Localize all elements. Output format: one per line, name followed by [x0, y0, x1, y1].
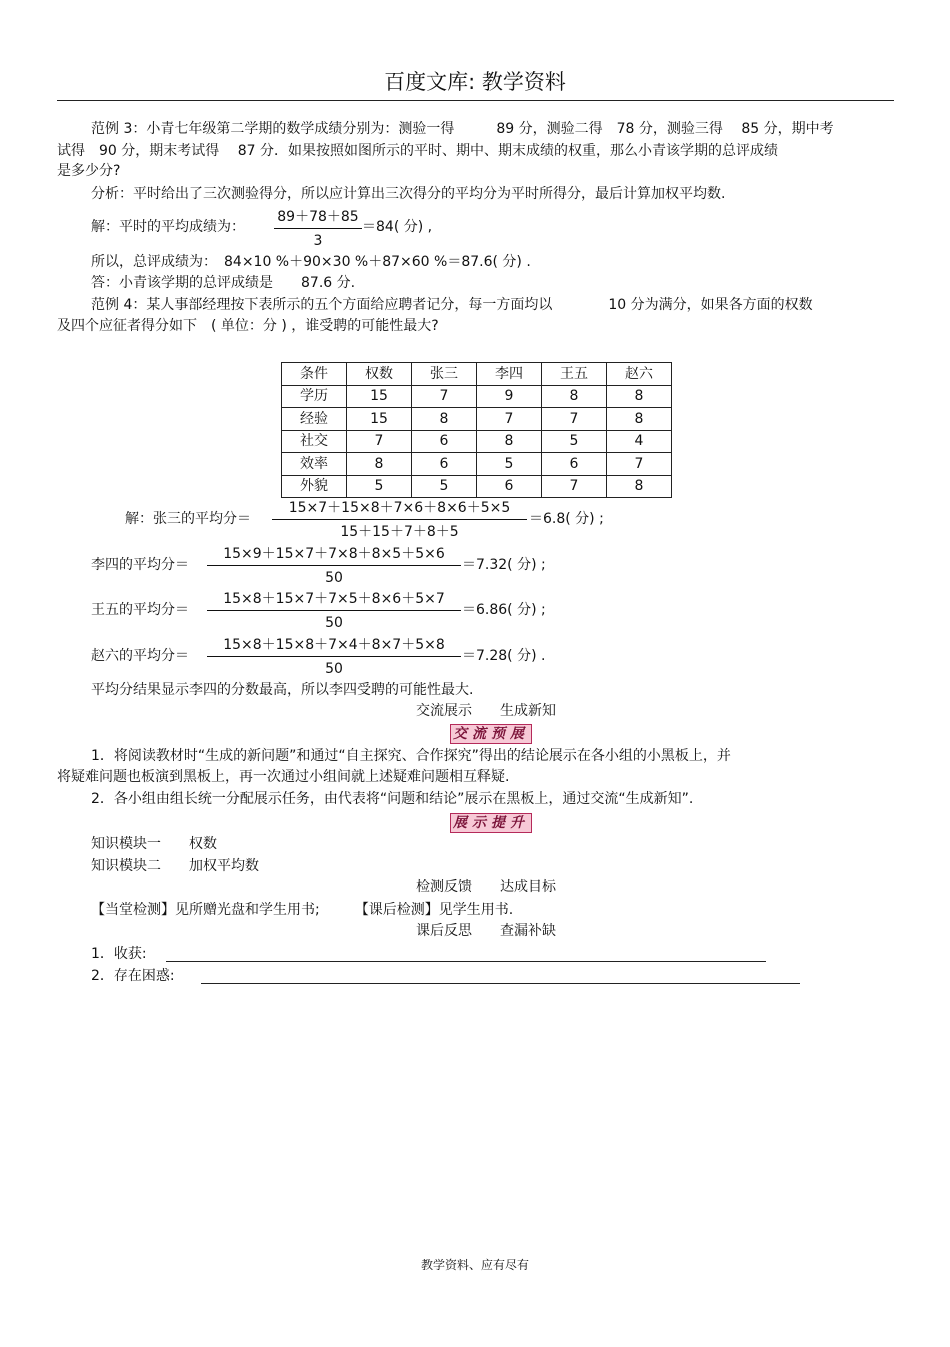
knowledge-module-2: 知识模块二 加权平均数	[91, 858, 259, 874]
example4-line2: 及四个应征者得分如下 ( 单位：分 ) ，谁受聘的可能性最大?	[57, 318, 439, 334]
table-cell: 7	[542, 475, 607, 498]
wang-label: 王五的平均分＝	[91, 602, 189, 618]
zhao-label: 赵六的平均分＝	[91, 648, 189, 664]
table-cell: 外貌	[282, 475, 347, 498]
table-row	[282, 430, 672, 453]
fraction-denominator: 3	[313, 233, 323, 249]
table-cell: 7	[477, 408, 542, 431]
example3-line2: 试得 90 分，期末考试得 87 分．如果按照如图所示的平时、期中、期末成绩的权重，那么小青该学期的总评成绩	[57, 143, 778, 159]
fraction-bar	[207, 565, 461, 566]
table-cell: 5	[347, 475, 412, 498]
example3-analysis: 分析：平时给出了三次测验得分，所以应计算出三次得分的平均分为平时所得分，最后计算加权平均数.	[91, 186, 726, 202]
table-row	[282, 385, 672, 408]
example3-total: 所以，总评成绩为： 84×10 %＋90×30 %＋87×60 %＝87.6( 分) .	[91, 254, 531, 270]
fraction-denominator: 50	[325, 570, 343, 586]
table-cell: 学历	[282, 385, 347, 408]
confusion-answer-line	[201, 983, 800, 984]
fraction-numerator: 89＋78＋85	[277, 209, 359, 225]
header-divider	[57, 100, 894, 101]
table-cell: 8	[607, 475, 672, 498]
exchange-item1-line1: 1．将阅读教材时“生成的新问题”和通过“自主探究、合作探究”得出的结论展示在各小组的小黑板上，并	[91, 748, 731, 764]
wang-result: ＝6.86( 分) ;	[462, 602, 546, 618]
example4-line1: 范例 4：某人事部经理按下表所示的五个方面给应聘者记分，每一方面均以 10 分为满分，如果各方面的权数	[91, 297, 813, 313]
wang-fraction	[207, 590, 461, 632]
table-cell: 8	[607, 385, 672, 408]
table-cell: 8	[477, 430, 542, 453]
table-header-cell: 王五	[542, 363, 607, 386]
table-cell: 效率	[282, 453, 347, 476]
example3-answer: 答：小青该学期的总评成绩是 87.6 分.	[91, 275, 356, 291]
exchange-preview-stamp: 交流预展	[450, 724, 532, 744]
table-cell: 15	[347, 408, 412, 431]
li-fraction	[207, 545, 461, 587]
check-heading: 检测反馈 达成目标	[416, 879, 556, 895]
table-cell: 8	[347, 453, 412, 476]
table-header-cell: 条件	[282, 363, 347, 386]
conclusion-text: 平均分结果显示李四的分数最高，所以李四受聘的可能性最大.	[91, 682, 474, 698]
table-cell: 15	[347, 385, 412, 408]
example3-line3: 是多少分?	[57, 163, 121, 179]
table-cell: 6	[477, 475, 542, 498]
score-table	[281, 362, 672, 498]
table-cell: 5	[412, 475, 477, 498]
zhang-fraction	[272, 499, 527, 541]
check-line: 【当堂检测】见所赠光盘和学生用书; 【课后检测】见学生用书.	[91, 902, 514, 918]
table-cell: 7	[412, 385, 477, 408]
fraction-numerator: 15×8＋15×7＋7×5＋8×6＋5×7	[223, 591, 445, 607]
exchange-heading: 交流展示 生成新知	[416, 703, 556, 719]
table-cell: 5	[542, 430, 607, 453]
table-cell: 7	[542, 408, 607, 431]
table-row	[282, 408, 672, 431]
example3-solution-result: ＝84( 分) ,	[362, 219, 433, 235]
li-label: 李四的平均分＝	[91, 557, 189, 573]
fraction-numerator: 15×7＋15×8＋7×6＋8×6＋5×5	[288, 500, 511, 516]
zhang-label: 解：张三的平均分＝	[125, 511, 251, 527]
table-cell: 8	[412, 408, 477, 431]
fraction-bar	[207, 656, 461, 657]
confusion-label: 2．存在困惑:	[91, 968, 175, 984]
fraction-numerator: 15×9＋15×7＋7×8＋8×5＋5×6	[223, 546, 445, 562]
zhao-result: ＝7.28( 分) .	[462, 648, 546, 664]
li-result: ＝7.32( 分) ;	[462, 557, 546, 573]
table-cell: 8	[542, 385, 607, 408]
table-cell: 社交	[282, 430, 347, 453]
zhao-fraction	[207, 636, 461, 678]
table-cell: 经验	[282, 408, 347, 431]
gain-label: 1．收获:	[91, 946, 147, 962]
exchange-item2: 2．各小组由组长统一分配展示任务，由代表将“问题和结论”展示在黑板上，通过交流“生成新知”.	[91, 791, 694, 807]
table-cell: 4	[607, 430, 672, 453]
table-cell: 8	[607, 408, 672, 431]
exchange-item1-line2: 将疑难问题也板演到黑板上，再一次通过小组间就上述疑难问题相互释疑.	[57, 769, 510, 785]
example3-solution-prefix: 解：平时的平均成绩为：	[91, 219, 245, 235]
table-header-cell: 张三	[412, 363, 477, 386]
table-cell: 7	[347, 430, 412, 453]
zhang-result: ＝6.8( 分) ;	[529, 511, 604, 527]
fraction-bar	[272, 519, 527, 520]
gain-answer-line	[166, 961, 766, 962]
knowledge-module-1: 知识模块一 权数	[91, 836, 217, 852]
table-cell: 6	[412, 430, 477, 453]
reflection-heading: 课后反思 查漏补缺	[416, 923, 556, 939]
table-cell: 9	[477, 385, 542, 408]
page-footer: 教学资料、应有尽有	[420, 1258, 529, 1272]
fraction-bar	[274, 228, 362, 229]
table-header-cell: 赵六	[607, 363, 672, 386]
example3-fraction	[274, 208, 362, 250]
display-improve-stamp: 展示提升	[450, 813, 532, 833]
table-row	[282, 453, 672, 476]
fraction-denominator: 50	[325, 615, 343, 631]
table-cell: 6	[542, 453, 607, 476]
table-cell: 6	[412, 453, 477, 476]
table-header-row	[282, 363, 672, 386]
fraction-numerator: 15×8＋15×8＋7×4＋8×7＋5×8	[223, 637, 445, 653]
table-row	[282, 475, 672, 498]
example3-line1: 范例 3：小青七年级第二学期的数学成绩分别为：测验一得 89 分，测验二得 78 分，测验三得 85 分，期中考	[91, 121, 834, 137]
fraction-bar	[207, 610, 461, 611]
table-cell: 7	[607, 453, 672, 476]
fraction-denominator: 15＋15＋7＋8＋5	[340, 524, 459, 540]
table-header-cell: 权数	[347, 363, 412, 386]
table-cell: 5	[477, 453, 542, 476]
fraction-denominator: 50	[325, 661, 343, 677]
page-title: 百度文库: 教学资料	[384, 70, 566, 94]
table-header-cell: 李四	[477, 363, 542, 386]
